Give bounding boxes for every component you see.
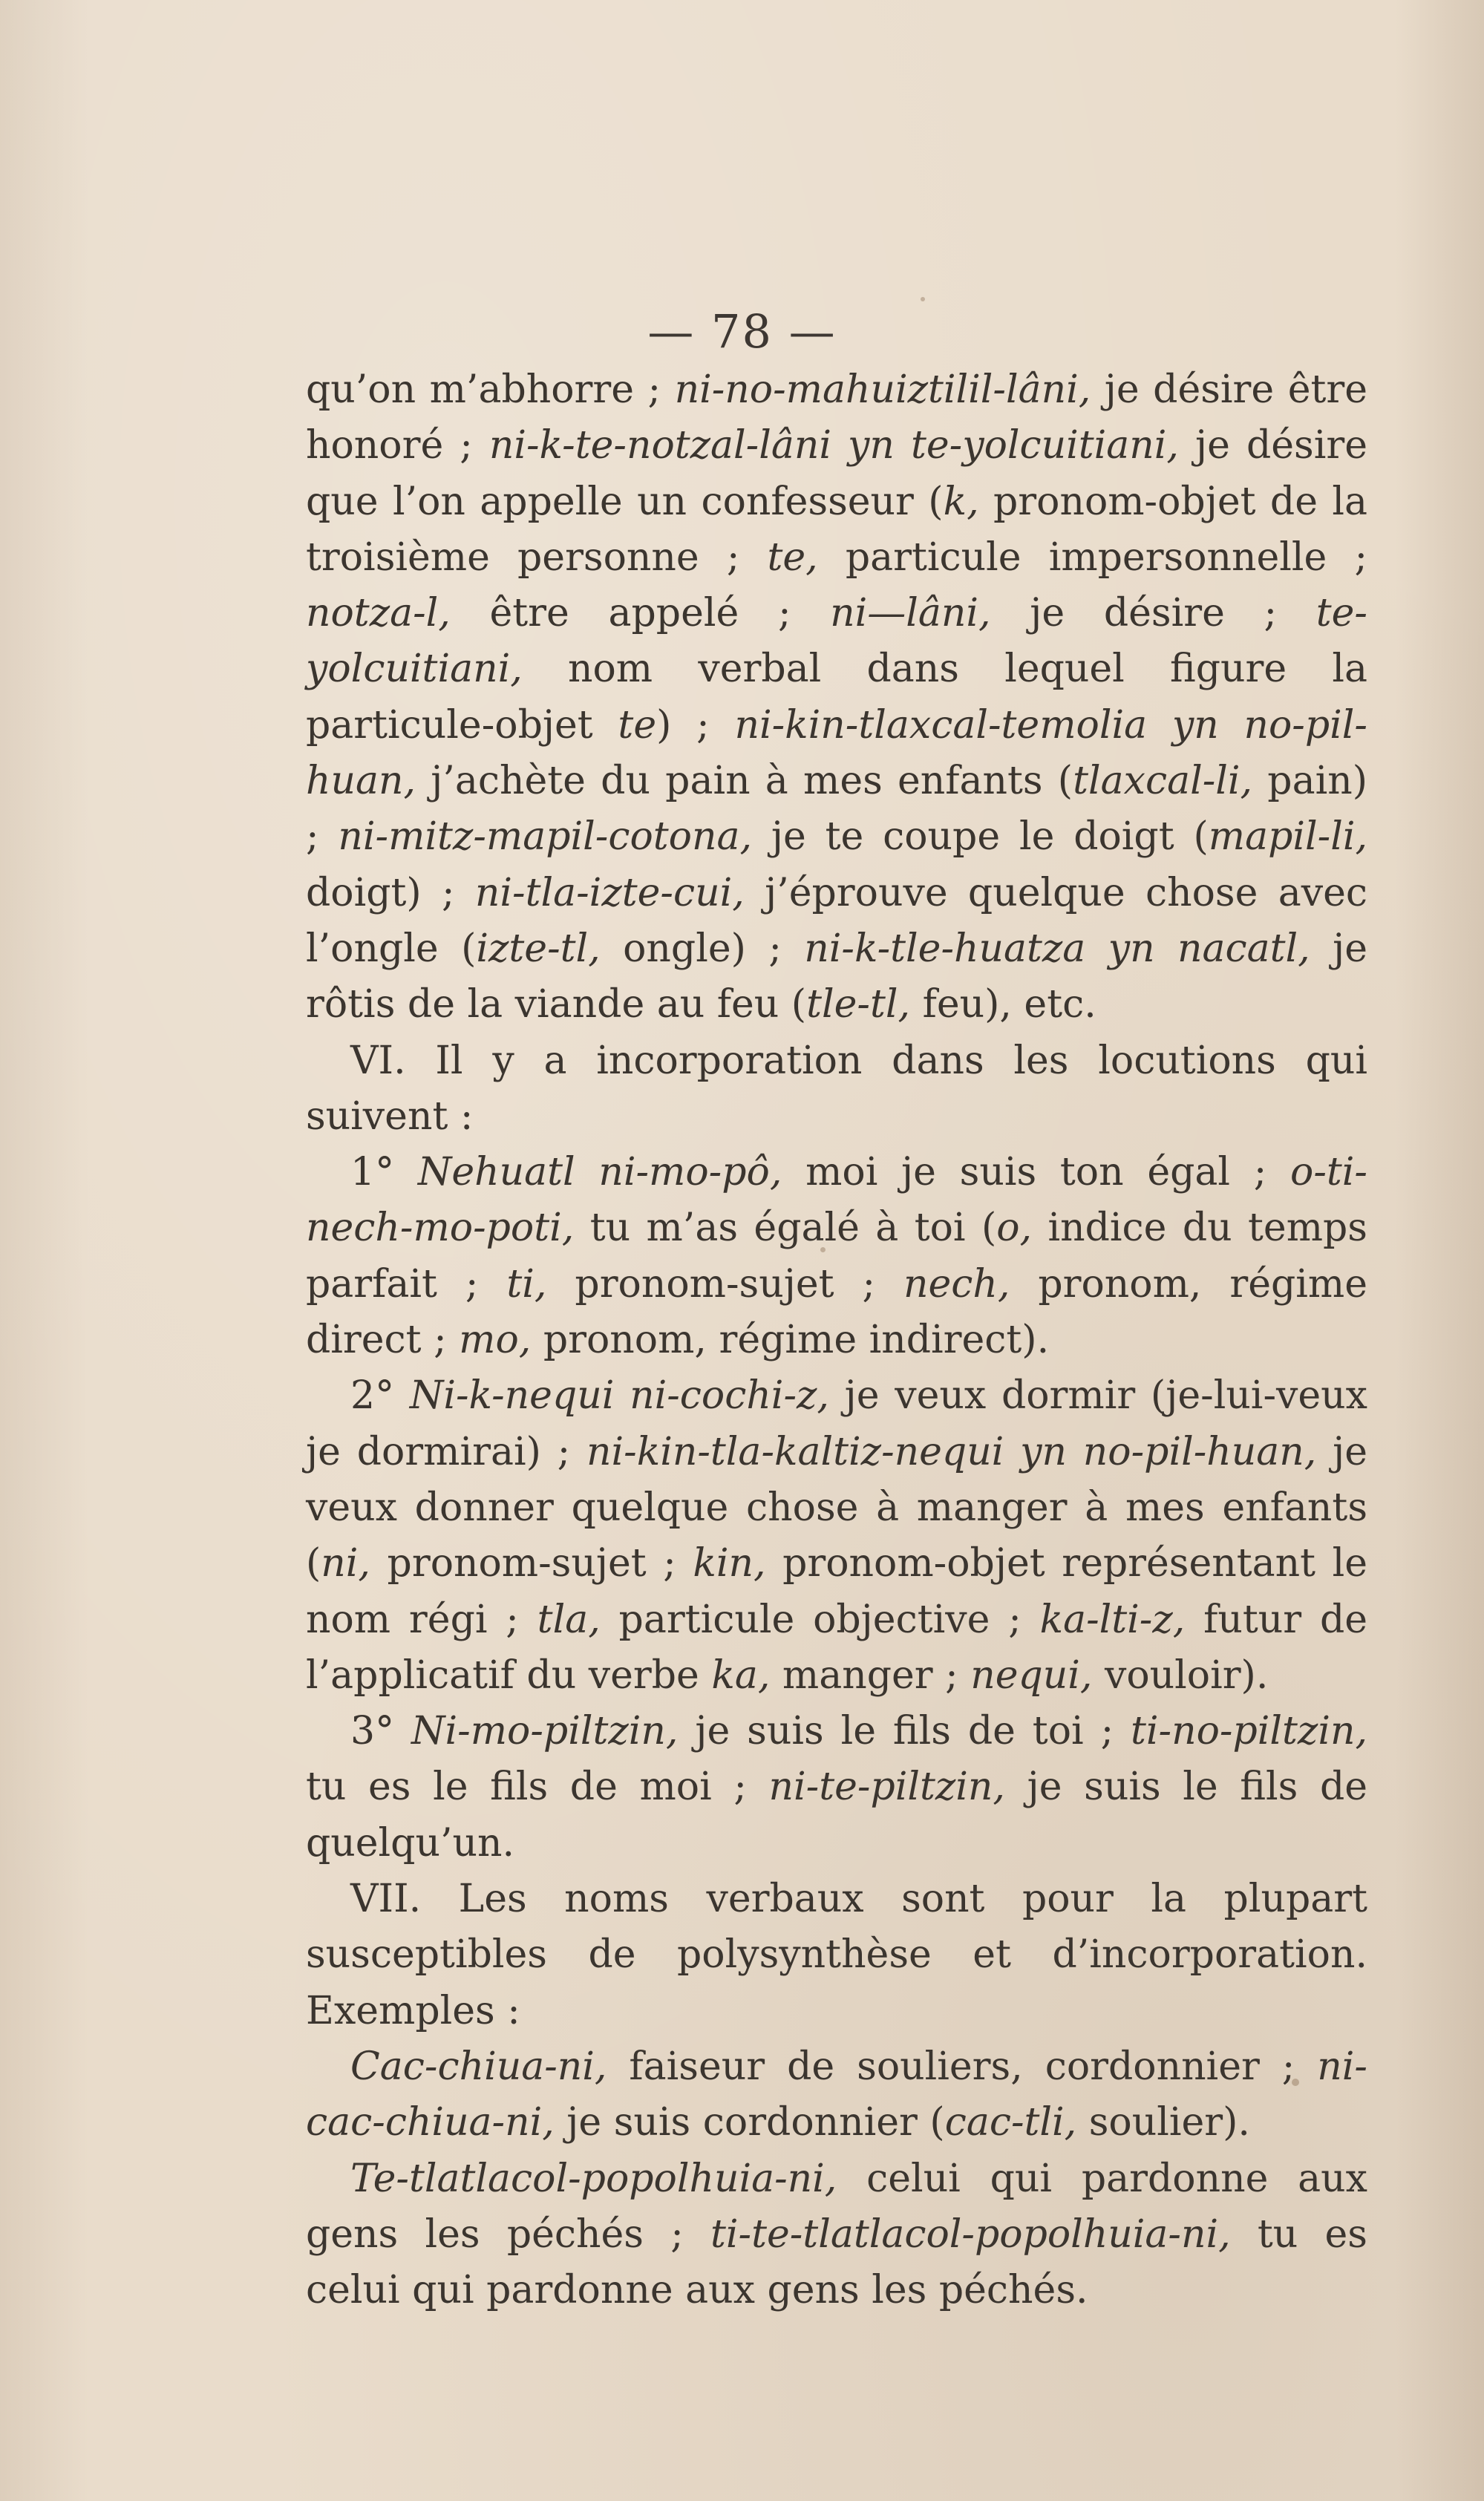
nahuatl-term: kin, (693, 1541, 766, 1586)
nahuatl-term: Ni-mo-piltzin, (411, 1709, 679, 1754)
text-run: je désire être honoré ; (306, 367, 1368, 468)
text-run: je veux donner quelque chose à manger à mes enfants ( (306, 1429, 1368, 1586)
nahuatl-term: ni-mitz-mapil-cotona, (338, 814, 752, 860)
text-run: être appelé ; (450, 591, 831, 636)
nahuatl-term: ni-cac-chiua-ni, (306, 2044, 1367, 2145)
nahuatl-term: ka, (711, 1652, 771, 1698)
text-run: pronom-sujet ; (370, 1541, 693, 1586)
nahuatl-term: Nehuatl ni-mo-pô, (417, 1150, 782, 1195)
text-run: je suis cordonnier ( (554, 2100, 945, 2145)
text-run: je te coupe le doigt ( (751, 814, 1209, 860)
text-run: qu’on m’abhorre ; (306, 367, 675, 412)
text-run: 3° (350, 1709, 412, 1754)
text-run: 1° (350, 1150, 418, 1195)
text-run: indice du temps parfait ; (306, 1206, 1367, 1307)
paragraph (306, 2151, 1367, 2319)
nahuatl-term: ti, (506, 1261, 547, 1307)
text-run: tu es le fils de moi ; (306, 1765, 769, 1810)
paragraph (306, 362, 1367, 1033)
page-number: — 78 — (647, 304, 837, 359)
foxing-spot (921, 297, 925, 301)
text-run: vouloir). (1092, 1652, 1269, 1698)
text-run: soulier). (1076, 2100, 1250, 2145)
text-run: j’éprouve quelque chose avec l’ongle ( (306, 870, 1367, 971)
text-run: manger ; (770, 1652, 971, 1698)
nahuatl-term: ni-kin-tlaxcal-temolia yn no-pil-huan, (306, 702, 1367, 804)
nahuatl-term: Te-tlatlacol-popolhuia-ni, (350, 2156, 837, 2201)
text-run: tu es celui qui pardonne aux gens les péchés. (306, 2211, 1367, 2313)
nahuatl-term: te-yolcuitiani, (306, 591, 1367, 692)
nahuatl-term: nequi, (970, 1652, 1093, 1698)
nahuatl-term: Ni-k-nequi ni-cochi-z, (409, 1373, 829, 1419)
text-run: VI. Il y a incorporation dans les locutions qui suivent : (306, 1038, 1367, 1139)
nahuatl-term: Cac-chiua-ni, (350, 2044, 607, 2089)
text-run: pronom, régime direct ; (306, 1261, 1368, 1363)
nahuatl-term: tlaxcal-li, (1073, 759, 1253, 804)
text-run: je désire que l’on appelle un confesseur ( (306, 423, 1367, 524)
nahuatl-term: ni-te-piltzin, (768, 1765, 1005, 1810)
foxing-spot (820, 1247, 826, 1252)
nahuatl-term: notza-l, (306, 591, 451, 636)
text-run: j’achète du pain à mes enfants ( (416, 759, 1073, 804)
text-run: moi je suis ton égal ; (782, 1150, 1291, 1195)
nahuatl-term: cac-tli, (944, 2100, 1077, 2145)
text-run: doigt) ; (306, 870, 475, 915)
nahuatl-term: ni-k-te-notzal-lâni yn te-yolcuitiani, (488, 423, 1179, 468)
nahuatl-term: k, (943, 479, 979, 524)
text-run: pronom-sujet ; (546, 1261, 903, 1307)
text-run: pronom, régime indirect). (531, 1318, 1050, 1363)
text-run: je veux dormir (je-lui-veux je dormirai) ; (306, 1373, 1367, 1474)
nahuatl-term: ka-lti-z, (1039, 1597, 1186, 1642)
nahuatl-term: o, (996, 1206, 1033, 1251)
nahuatl-term: o-ti-nech-mo-poti, (306, 1150, 1367, 1251)
nahuatl-term: ti-no-piltzin, (1131, 1709, 1367, 1754)
paragraph (306, 1368, 1367, 1704)
text-run: pain) ; (306, 759, 1367, 860)
nahuatl-term: mapil-li, (1208, 814, 1367, 860)
paragraph (306, 2039, 1367, 2151)
nahuatl-term: te, (767, 534, 818, 580)
text-run: ongle) ; (600, 926, 805, 971)
nahuatl-term: ti-te-tlatlacol-popolhuia-ni, (710, 2211, 1231, 2257)
text-run: 2° (350, 1373, 410, 1419)
text-run: feu), etc. (910, 982, 1096, 1027)
text-run: je désire ; (990, 591, 1316, 636)
text-run: tu m’as égalé à toi ( (574, 1206, 997, 1251)
text-run: je suis le fils de toi ; (678, 1709, 1131, 1754)
text-run: VII. Les noms verbaux sont pour la plupart susceptibles de polysynthèse et d’incorporation. Exemples : (306, 1877, 1367, 2033)
text-run: pronom-objet représentant le nom régi ; (306, 1541, 1367, 1642)
nahuatl-term: ni-kin-tla-kaltiz-nequi yn no-pil-huan, (586, 1429, 1317, 1474)
nahuatl-term: ni-tla-izte-cui, (474, 870, 745, 915)
foxing-spot (1292, 2079, 1299, 2086)
nahuatl-term: nech, (903, 1261, 1010, 1307)
text-run: faiseur de souliers, cordonnier ; (607, 2044, 1318, 2089)
text-run: celui qui pardonne aux gens les péchés ; (306, 2156, 1367, 2257)
paragraph (306, 1033, 1367, 1145)
text-run: nom verbal dans lequel figure la particule-objet (306, 647, 1367, 748)
nahuatl-term: ni, (321, 1541, 370, 1586)
text-run: particule impersonnelle ; (817, 534, 1367, 580)
text-run: je suis le fils de quelqu’un. (306, 1765, 1368, 1866)
text-run: particule objective ; (600, 1597, 1040, 1642)
nahuatl-term: ni—lâni, (830, 591, 991, 636)
text-run: pronom-objet de la troisième personne ; (306, 479, 1367, 580)
paragraph (306, 1871, 1367, 2039)
text-run: futur de l’applicatif du verbe (306, 1597, 1368, 1698)
nahuatl-term: mo, (459, 1318, 532, 1363)
text-run: ) ; (656, 702, 735, 748)
paragraph (306, 1704, 1367, 1871)
nahuatl-term: ni-no-mahuiztilil-lâni, (674, 367, 1091, 412)
text-run: je rôtis de la viande au feu ( (306, 926, 1368, 1027)
nahuatl-term: ni-k-tle-huatza yn nacatl, (804, 926, 1310, 971)
nahuatl-term: tle-tl, (806, 982, 911, 1027)
paragraph (306, 1145, 1367, 1368)
nahuatl-term: tla, (537, 1597, 601, 1642)
body-text (306, 362, 1367, 2318)
nahuatl-term: izte-tl, (476, 926, 601, 971)
nahuatl-term: te (618, 702, 657, 748)
